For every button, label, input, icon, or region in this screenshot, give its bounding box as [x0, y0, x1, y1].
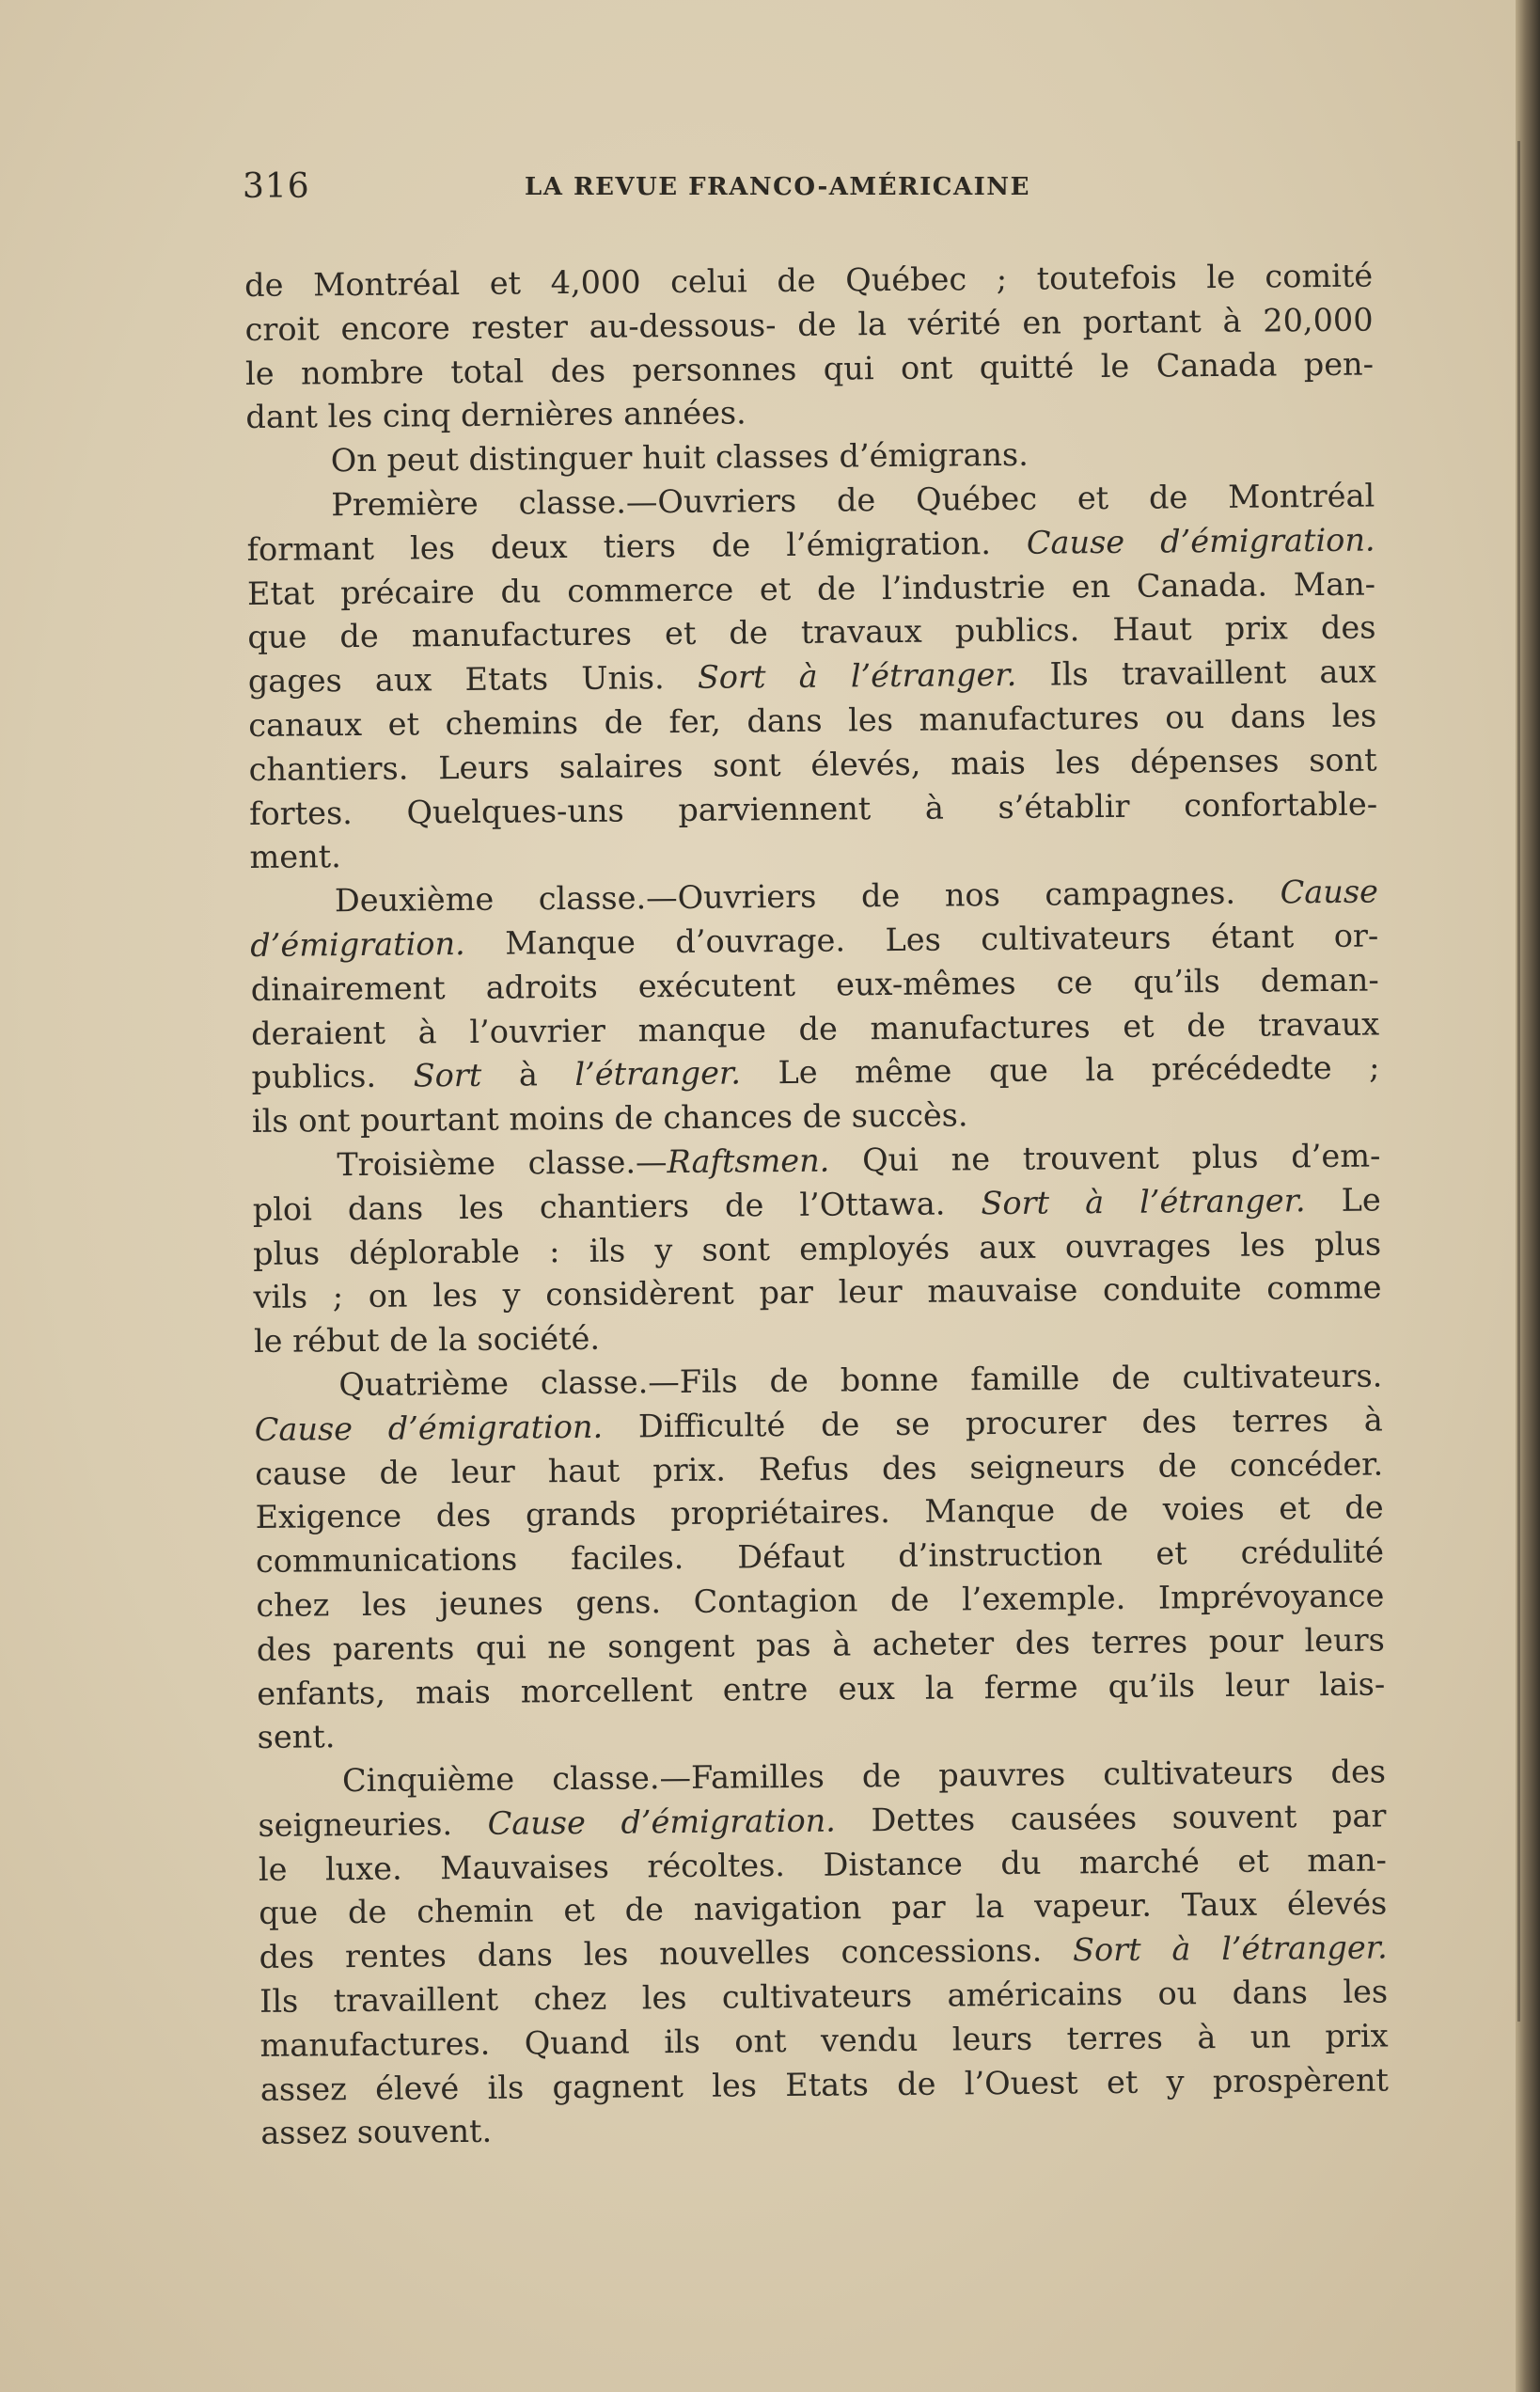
text-run: Le même que la précédedte ;	[740, 1048, 1380, 1092]
text-run: deraient à l’ouvrier manque de manufactures et de travaux	[250, 1005, 1380, 1052]
italic-text: Cause d’émigration.	[487, 1802, 837, 1842]
text-run: ment.	[249, 838, 341, 876]
text-run: Quatrième classe.—Fils de bonne famille de cultivateurs.	[338, 1357, 1383, 1404]
text-run: ils ont pourtant moins de chances de succès.	[251, 1096, 968, 1141]
text-run: Ils travaillent chez les cultivateurs américains ou dans les	[259, 1973, 1389, 2021]
text-run: Manque d’ouvrage. Les cultivateurs étant or-	[464, 917, 1379, 962]
text-run: cause de leur haut prix. Refus des seigneurs de concéder.	[255, 1444, 1384, 1492]
text-run: communications faciles. Défaut d’instruction et crédulité	[255, 1533, 1385, 1581]
text-run: assez élevé ils gagnent les Etats de l’Ouest et y prospèrent	[259, 2061, 1390, 2108]
text-run: croit encore rester au-dessous- de la vérité en portant à 20,000	[244, 301, 1374, 348]
text-run: de Montréal et 4,000 celui de Québec ; toutefois le comité	[244, 257, 1374, 304]
body-text	[244, 255, 1390, 2157]
text-run: enfants, mais morcellent entre eux la ferme qu’ils leur lais-	[257, 1664, 1386, 1712]
text-run: seigneuries.	[258, 1804, 488, 1844]
text-run: des parents qui ne songent pas à acheter des terres pour leurs	[256, 1621, 1385, 1668]
text-run: fortes. Quelques-uns parviennent à s’établir confortable-	[248, 785, 1378, 832]
page-edge-shadow	[1517, 141, 1520, 2022]
text-run: chez les jeunes gens. Contagion de l’exemple. Imprévoyance	[256, 1577, 1385, 1624]
text-run: le luxe. Mauvaises récoltes. Distance du marché et man-	[258, 1841, 1388, 1888]
text-run: Qui ne trouvent plus d’em-	[829, 1137, 1381, 1179]
page-number: 316	[243, 167, 310, 206]
text-run: Dettes causées souvent par	[835, 1797, 1387, 1839]
text-run: Deuxième classe.—Ouvriers de nos campagnes.	[334, 873, 1281, 920]
italic-text: Cause d’émigration.	[1026, 521, 1375, 561]
text-run: Première classe.—Ouvriers de Québec et de Montréal	[331, 477, 1375, 524]
text-run: dinairement adroits exécutent eux-mêmes ce qu’ils deman-	[250, 961, 1379, 1008]
text-run: Le	[1305, 1181, 1381, 1219]
text-run: dant les cinq dernières années.	[245, 394, 746, 436]
running-title: LA REVUE FRANCO-AMÉRICAINE	[525, 173, 1030, 201]
italic-text: l’étranger.	[574, 1054, 742, 1094]
text-run: Etat précaire du commerce et de l’industrie en Canada. Man-	[246, 565, 1376, 612]
text-run: Difficulté de se procurer des terres à	[602, 1401, 1383, 1445]
text-run: vils ; on les y considèrent par leur mauvaise conduite comme	[253, 1268, 1382, 1316]
italic-text: Sort à l’étranger.	[1072, 1928, 1388, 1969]
text-run: sent.	[257, 1718, 336, 1756]
italic-text: Sort à l’étranger.	[981, 1181, 1306, 1221]
italic-text: Cause d’émigration.	[254, 1408, 604, 1448]
italic-text: Raftsmen.	[667, 1141, 830, 1181]
text-run: des rentes dans les nouvelles concessions.	[259, 1931, 1074, 1976]
text-run: gages aux Etats Unis.	[247, 658, 699, 700]
text-run: formant les deux tiers de l’émigration.	[246, 524, 1028, 568]
text-run: Cinquième classe.—Familles de pauvres cultivateurs des	[341, 1753, 1387, 1800]
text-run: chantiers. Leurs salaires sont élevés, mais les dépenses sont	[248, 741, 1377, 788]
text-run: Troisième classe.—	[337, 1143, 668, 1184]
italic-text: Sort	[413, 1057, 482, 1094]
text-run: Ils travaillent aux	[1016, 653, 1376, 694]
text-run: ploi dans les chantiers de l’Ottawa.	[252, 1184, 982, 1228]
text-run: On peut distinguer huit classes d’émigrans.	[330, 435, 1029, 480]
text-run: le rébut de la société.	[253, 1319, 601, 1361]
italic-text: d’émigration.	[250, 924, 465, 964]
text-line	[260, 2102, 1389, 2156]
text-run: assez souvent.	[260, 2113, 493, 2152]
text-run: manufactures. Quand ils ont vendu leurs terres à un prix	[259, 2017, 1389, 2064]
text-run: canaux et chemins de fer, dans les manufactures ou dans les	[248, 697, 1377, 744]
text-run: que de manufactures et de travaux publics. Haut prix des	[247, 608, 1376, 656]
italic-text: Cause	[1280, 873, 1379, 911]
text-run: à	[481, 1056, 575, 1094]
text-run: Exigence des grands propriétaires. Manque de voies et de	[255, 1488, 1384, 1536]
text-run: publics.	[251, 1057, 414, 1096]
text-run: plus déplorable : ils y sont employés aux ouvrages les plus	[253, 1225, 1382, 1272]
text-run: que de chemin et de navigation par la vapeur. Taux élevés	[259, 1884, 1388, 1932]
italic-text: Sort à l’étranger.	[697, 656, 1017, 696]
page-header	[243, 167, 1089, 224]
text-run: le nombre total des personnes qui ont quitté le Canada pen-	[244, 345, 1375, 392]
